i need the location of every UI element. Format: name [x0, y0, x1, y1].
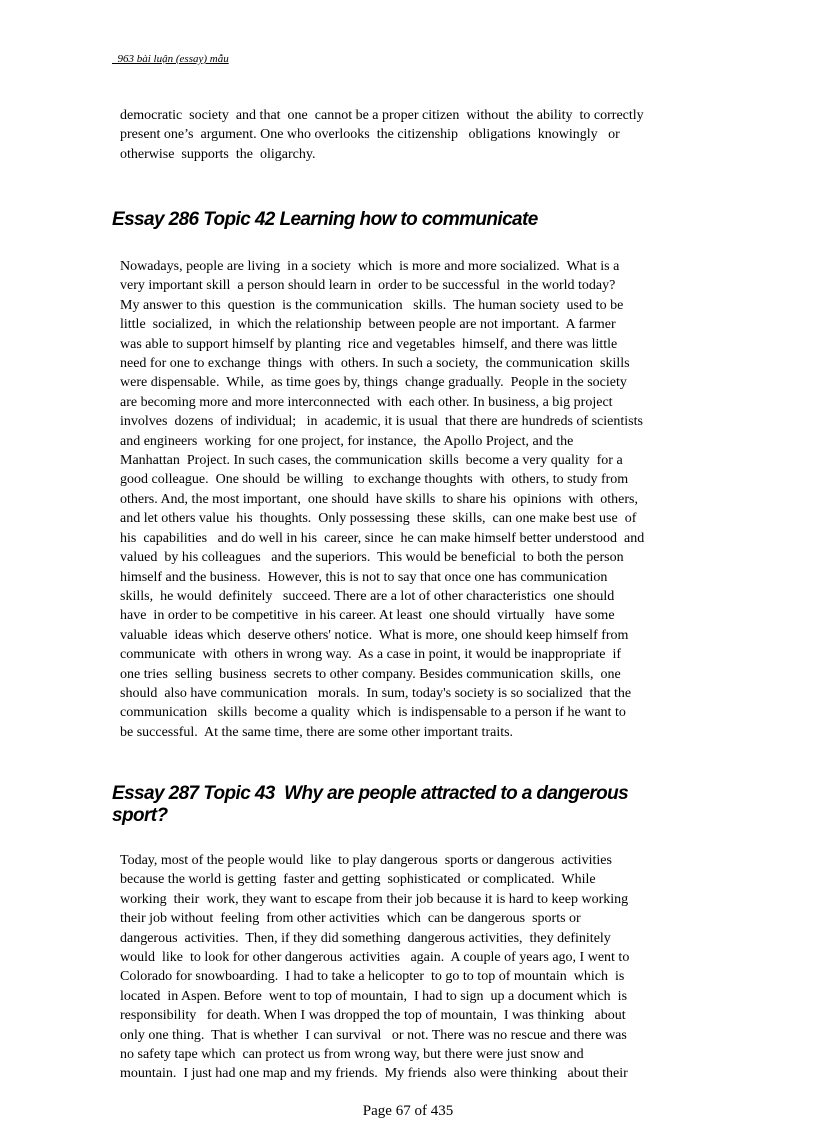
intro-paragraph [120, 106, 700, 164]
text-line: My answer to this question is the communication skills. The human society used to be [120, 297, 624, 313]
text-line: democratic society and that one cannot be a proper citizen without the ability to correctly [120, 108, 644, 123]
text-line: working their work, they want to escape from their job because it is hard to keep working [120, 891, 629, 907]
text-line: were dispensable. While, as time goes by, things change gradually. People in the society [120, 375, 627, 391]
text-line: otherwise supports the oligarchy. [120, 146, 316, 162]
text-line: valued by his colleagues and the superiors. This would be beneficial to both the person [120, 550, 624, 566]
text-line: good colleague. One should be willing to exchange thoughts with others, to study from [120, 472, 629, 488]
text-line: mountain. I just had one map and my friends. My friends also were thinking about their [120, 1066, 628, 1082]
text-line: his capabilities and do well in his career, since he can make himself better understood and [120, 530, 645, 546]
text-line: located in Aspen. Before went to top of mountain, I had to sign up a document which is [120, 988, 628, 1004]
text-line: present one’s argument. One who overlooks the citizenship obligations knowingly or [120, 127, 620, 143]
text-line: himself and the business. However, this is not to say that once one has communication [120, 569, 608, 585]
text-line: communication skills become a quality which is indispensable to a person if he want to [120, 705, 626, 721]
text-line: involves dozens of individual; in academic, it is usual that there are hundreds of scientists [120, 414, 643, 430]
text-line: need for one to exchange things with others. In such a society, the communication skills [120, 356, 630, 372]
text-line: Today, most of the people would like to play dangerous sports or dangerous activities [120, 853, 612, 868]
text-line: dangerous activities. Then, if they did something dangerous activities, they definitely [120, 930, 611, 946]
text-line: Colorado for snowboarding. I had to take a helicopter to go to top of mountain which is [120, 969, 625, 985]
text-line: others. And, the most important, one should have skills to share his opinions with others, [120, 491, 638, 507]
text-line: very important skill a person should learn in order to be successful in the world today? [120, 278, 616, 294]
text-line: responsibility for death. When I was dropped the top of mountain, I was thinking about [120, 1008, 626, 1024]
essay-286-body [120, 257, 700, 742]
text-line: was able to support himself by planting rice and vegetables himself, and there was little [120, 336, 618, 352]
text-line: skills, he would definitely succeed. There are a lot of other characteristics one should [120, 588, 615, 604]
heading-line: Essay 287 Topic 43 Why are people attracted to a dangerous [112, 783, 629, 804]
text-line: Nowadays, people are living in a society which is more and more socialized. What is a [120, 259, 620, 274]
text-line: have in order to be competitive in his career. At least one should virtually have some [120, 608, 615, 624]
text-line: because the world is getting faster and getting sophisticated or complicated. While [120, 872, 596, 888]
text-line: only one thing. That is whether I can survival or not. There was no rescue and there was [120, 1027, 627, 1043]
text-line: be successful. At the same time, there are some other important traits. [120, 724, 514, 740]
text-line: little socialized, in which the relationship between people are not important. A farmer [120, 317, 616, 333]
heading-line: sport? [112, 805, 168, 826]
text-line: one tries selling business secrets to other company. Besides communication skills, one [120, 666, 621, 682]
text-line: valuable ideas which deserve others' notice. What is more, one should keep himself from [120, 627, 629, 643]
text-line: would like to look for other dangerous activities again. A couple of years ago, I went to [120, 950, 630, 966]
text-line: communicate with others in wrong way. As a case in point, it would be inappropriate if [120, 647, 622, 663]
text-line: their job without feeling from other activities which can be dangerous sports or [120, 911, 581, 927]
text-line: should also have communication morals. In sum, today's society is so socialized that the [120, 685, 632, 701]
essay-287-heading [112, 783, 628, 827]
text-line: and engineers working for one project, for instance, the Apollo Project, and the [120, 433, 574, 449]
text-line: Manhattan Project. In such cases, the communication skills become a very quality for a [120, 453, 623, 469]
page-number: Page 67 of 435 [362, 1103, 454, 1119]
text-line: no safety tape which can protect us from wrong way, but there were just snow and [120, 1047, 584, 1063]
essay-287-body [120, 851, 700, 1084]
running-header: 963 bài luận (essay) mẫu [112, 53, 229, 65]
essay-286-heading: Essay 286 Topic 42 Learning how to communicate [112, 209, 538, 230]
text-line: and let others value his thoughts. Only possessing these skills, can one make best use of [120, 511, 637, 527]
text-line: are becoming more and more interconnected with each other. In business, a big project [120, 394, 613, 410]
